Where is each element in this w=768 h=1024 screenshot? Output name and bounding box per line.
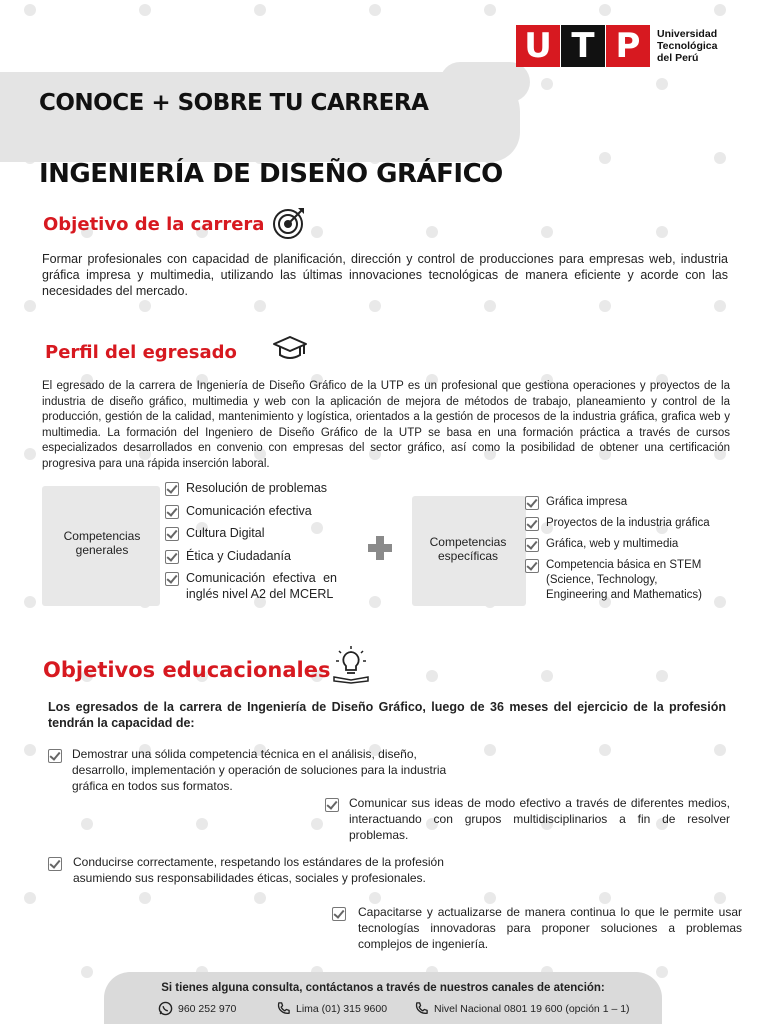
phone-icon xyxy=(276,1001,291,1016)
target-icon xyxy=(271,206,307,240)
plus-icon xyxy=(367,535,393,561)
footer-lima-phone[interactable]: Lima (01) 315 9600 xyxy=(276,1001,387,1016)
general-competencies-label: Competencias generales xyxy=(63,529,141,557)
educational-item: Capacitarse y actualizarse de manera continua lo que le permite usar tecnologías innovadoras para proponer soluciones a problemas complejos de ingeniería. xyxy=(332,904,742,952)
list-item: Comunicación efectiva en inglés nivel A2 del MCERL xyxy=(165,571,337,602)
specific-competencies-label: Competencias específicas xyxy=(429,535,507,563)
logo-letter-p: P xyxy=(606,25,650,67)
checkbox-icon xyxy=(165,527,179,541)
profile-heading: Perfil del egresado xyxy=(45,342,237,363)
general-competencies-list xyxy=(165,481,337,602)
whatsapp-icon xyxy=(158,1001,173,1016)
phone-icon xyxy=(414,1001,429,1016)
logo-letter-u: U xyxy=(516,25,560,67)
list-item: Ética y Ciudadanía xyxy=(165,549,337,565)
educational-heading: Objetivos educacionales xyxy=(43,658,331,682)
specific-competencies-list xyxy=(525,495,720,603)
educational-item: Demostrar una sólida competencia técnica en el análisis, diseño, desarrollo, implementación y operación de soluciones para la industria gráfica en todos sus formatos. xyxy=(48,746,458,794)
list-item: Cultura Digital xyxy=(165,526,337,542)
utp-logo xyxy=(516,25,717,67)
educational-intro: Los egresados de la carrera de Ingeniería de Diseño Gráfico, luego de 36 meses del ejercicio de la profesión tendrán la capacidad de: xyxy=(48,700,726,730)
educational-item: Comunicar sus ideas de modo efectivo a través de diferentes medios, interactuando con grupos multidisciplinarios a fin de resolver problemas. xyxy=(325,795,730,843)
logo-university-name: Universidad Tecnológica del Perú xyxy=(657,28,718,64)
checkbox-icon xyxy=(525,538,539,552)
graduation-cap-icon xyxy=(272,334,308,362)
logo-letter-t: T xyxy=(561,25,605,67)
checkbox-icon xyxy=(525,496,539,510)
checkbox-icon xyxy=(525,517,539,531)
checkbox-icon xyxy=(325,798,339,812)
list-item: Gráfica impresa xyxy=(525,495,720,510)
header-brush-stroke-tail xyxy=(440,62,530,102)
educational-item: Conducirse correctamente, respetando los estándares de la profesión asumiendo sus responsabilidades éticas, sociales y profesionales. xyxy=(48,854,468,886)
checkbox-icon xyxy=(332,907,346,921)
footer-national-phone[interactable]: Nivel Nacional 0801 19 600 (opción 1 – 1) xyxy=(414,1001,630,1016)
list-item: Competencia básica en STEM (Science, Technology, Engineering and Mathematics) xyxy=(525,558,720,603)
footer-title: Si tienes alguna consulta, contáctanos a través de nuestros canales de atención: xyxy=(161,982,605,994)
profile-text: El egresado de la carrera de Ingeniería de Diseño Gráfico de la UTP es un profesional que gestiona operaciones y proyectos de la industria de diseño gráfico, multimedia y web con la aplicación de mejora de métodos de trabajo, planeamiento y control de la producción, gestión de la calidad, mantenimiento y logística, orientados a la gestión de procesos de la industria gráfica, grafica web y multimedia. La formación del Ingeniero de Diseño Gráfico de la UTP se basa en una formación práctica a través de cursos especializados desarrollados en convenio con empresas del sector gráfico, así como la posibilidad de obtener una certificación progresiva para una rápida inserción laboral. xyxy=(42,380,730,470)
header-title: CONOCE + SOBRE TU CARRERA xyxy=(39,90,429,116)
objective-text: Formar profesionales con capacidad de planificación, dirección y control de producciones para empresas web, industria gráfica impresa y multimedia, utilizando las últimas innovaciones tecnológicas de manera eficiente y acorde con las necesidades del mercado. xyxy=(42,252,728,298)
career-title: INGENIERÍA DE DISEÑO GRÁFICO xyxy=(39,159,503,189)
list-item: Proyectos de la industria gráfica xyxy=(525,516,720,531)
objective-heading: Objetivo de la carrera xyxy=(43,214,265,235)
checkbox-icon xyxy=(48,749,62,763)
lightbulb-book-icon xyxy=(331,646,371,684)
checkbox-icon xyxy=(165,572,179,586)
checkbox-icon xyxy=(165,482,179,496)
checkbox-icon xyxy=(165,550,179,564)
checkbox-icon xyxy=(525,559,539,573)
list-item: Comunicación efectiva xyxy=(165,504,337,520)
checkbox-icon xyxy=(165,505,179,519)
checkbox-icon xyxy=(48,857,62,871)
list-item: Resolución de problemas xyxy=(165,481,337,497)
list-item: Gráfica, web y multimedia xyxy=(525,537,720,552)
footer-whatsapp[interactable]: 960 252 970 xyxy=(158,1001,236,1016)
contact-footer xyxy=(104,972,662,1024)
